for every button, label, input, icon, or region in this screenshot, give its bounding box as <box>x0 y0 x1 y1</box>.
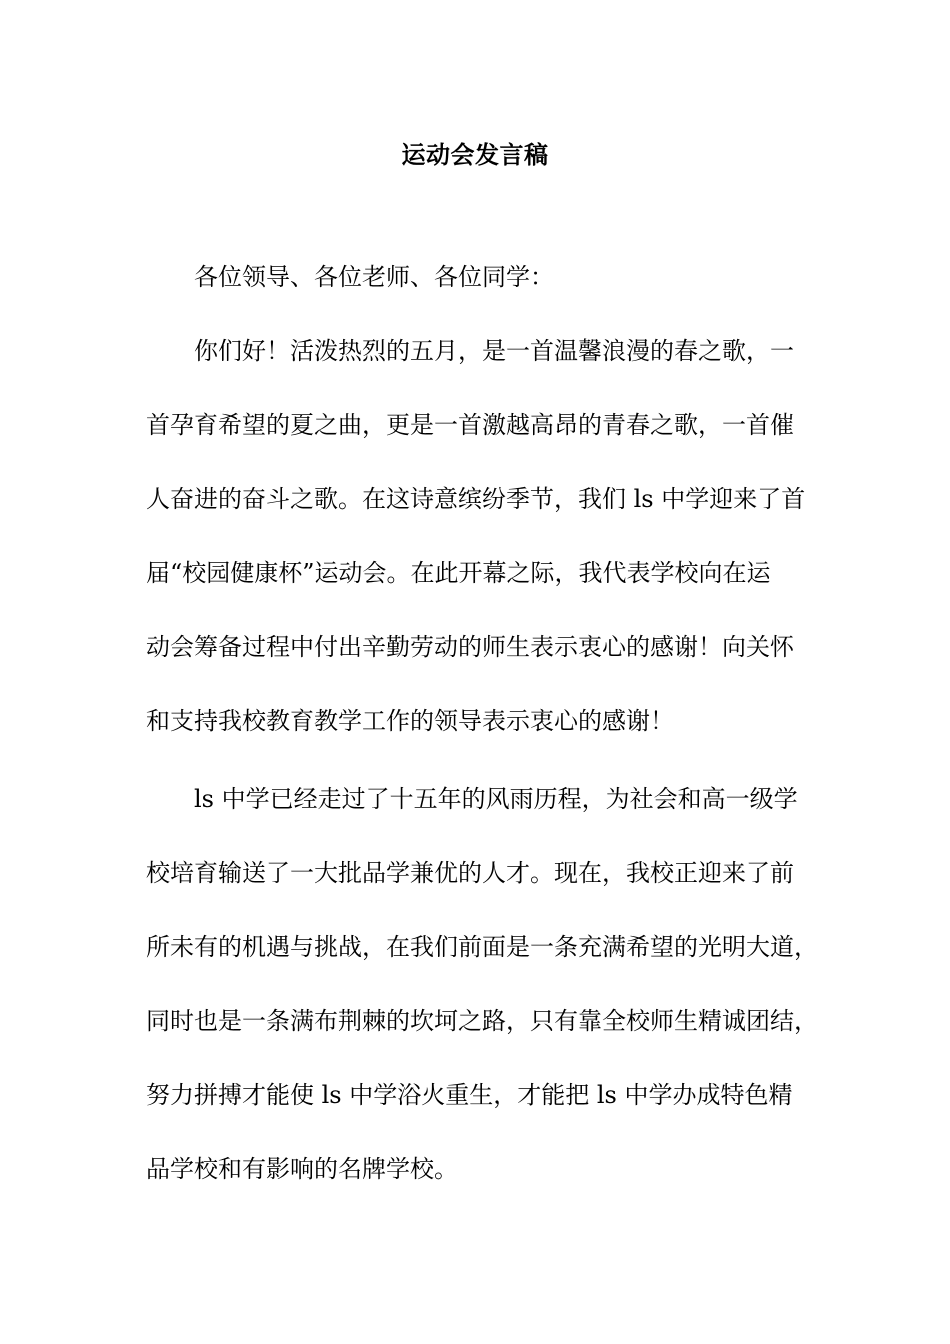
paragraph-line: 你们好！活泼热烈的五月，是一首温馨浪漫的春之歌，一 <box>194 337 794 365</box>
paragraph-line: 所未有的机遇与挑战，在我们前面是一条充满希望的光明大道， <box>146 933 818 961</box>
paragraph-line: 同时也是一条满布荆棘的坎坷之路，只有靠全校师生精诚团结， <box>146 1007 818 1035</box>
paragraph-line: 和支持我校教育教学工作的领导表示衷心的感谢！ <box>146 707 674 735</box>
paragraph-line: 届“校园健康杯”运动会。在此开幕之际，我代表学校向在运 <box>146 559 771 587</box>
salutation-line: 各位领导、各位老师、各位同学： <box>194 263 554 291</box>
paragraph-line: 校培育输送了一大批品学兼优的人才。现在，我校正迎来了前 <box>146 859 794 887</box>
document-title: 运动会发言稿 <box>401 141 549 169</box>
paragraph-line: 努力拼搏才能使 ls 中学浴火重生，才能把 ls 中学办成特色精 <box>146 1081 793 1109</box>
paragraph-line: 动会筹备过程中付出辛勤劳动的师生表示衷心的感谢！向关怀 <box>146 633 794 661</box>
paragraph-line: 人奋进的奋斗之歌。在这诗意缤纷季节，我们 ls 中学迎来了首 <box>146 485 806 513</box>
paragraph-line: 品学校和有影响的名牌学校。 <box>146 1155 458 1183</box>
paragraph-line: 首孕育希望的夏之曲，更是一首激越高昂的青春之歌，一首催 <box>146 411 794 439</box>
paragraph-line: ls 中学已经走过了十五年的风雨历程，为社会和高一级学 <box>194 785 798 813</box>
